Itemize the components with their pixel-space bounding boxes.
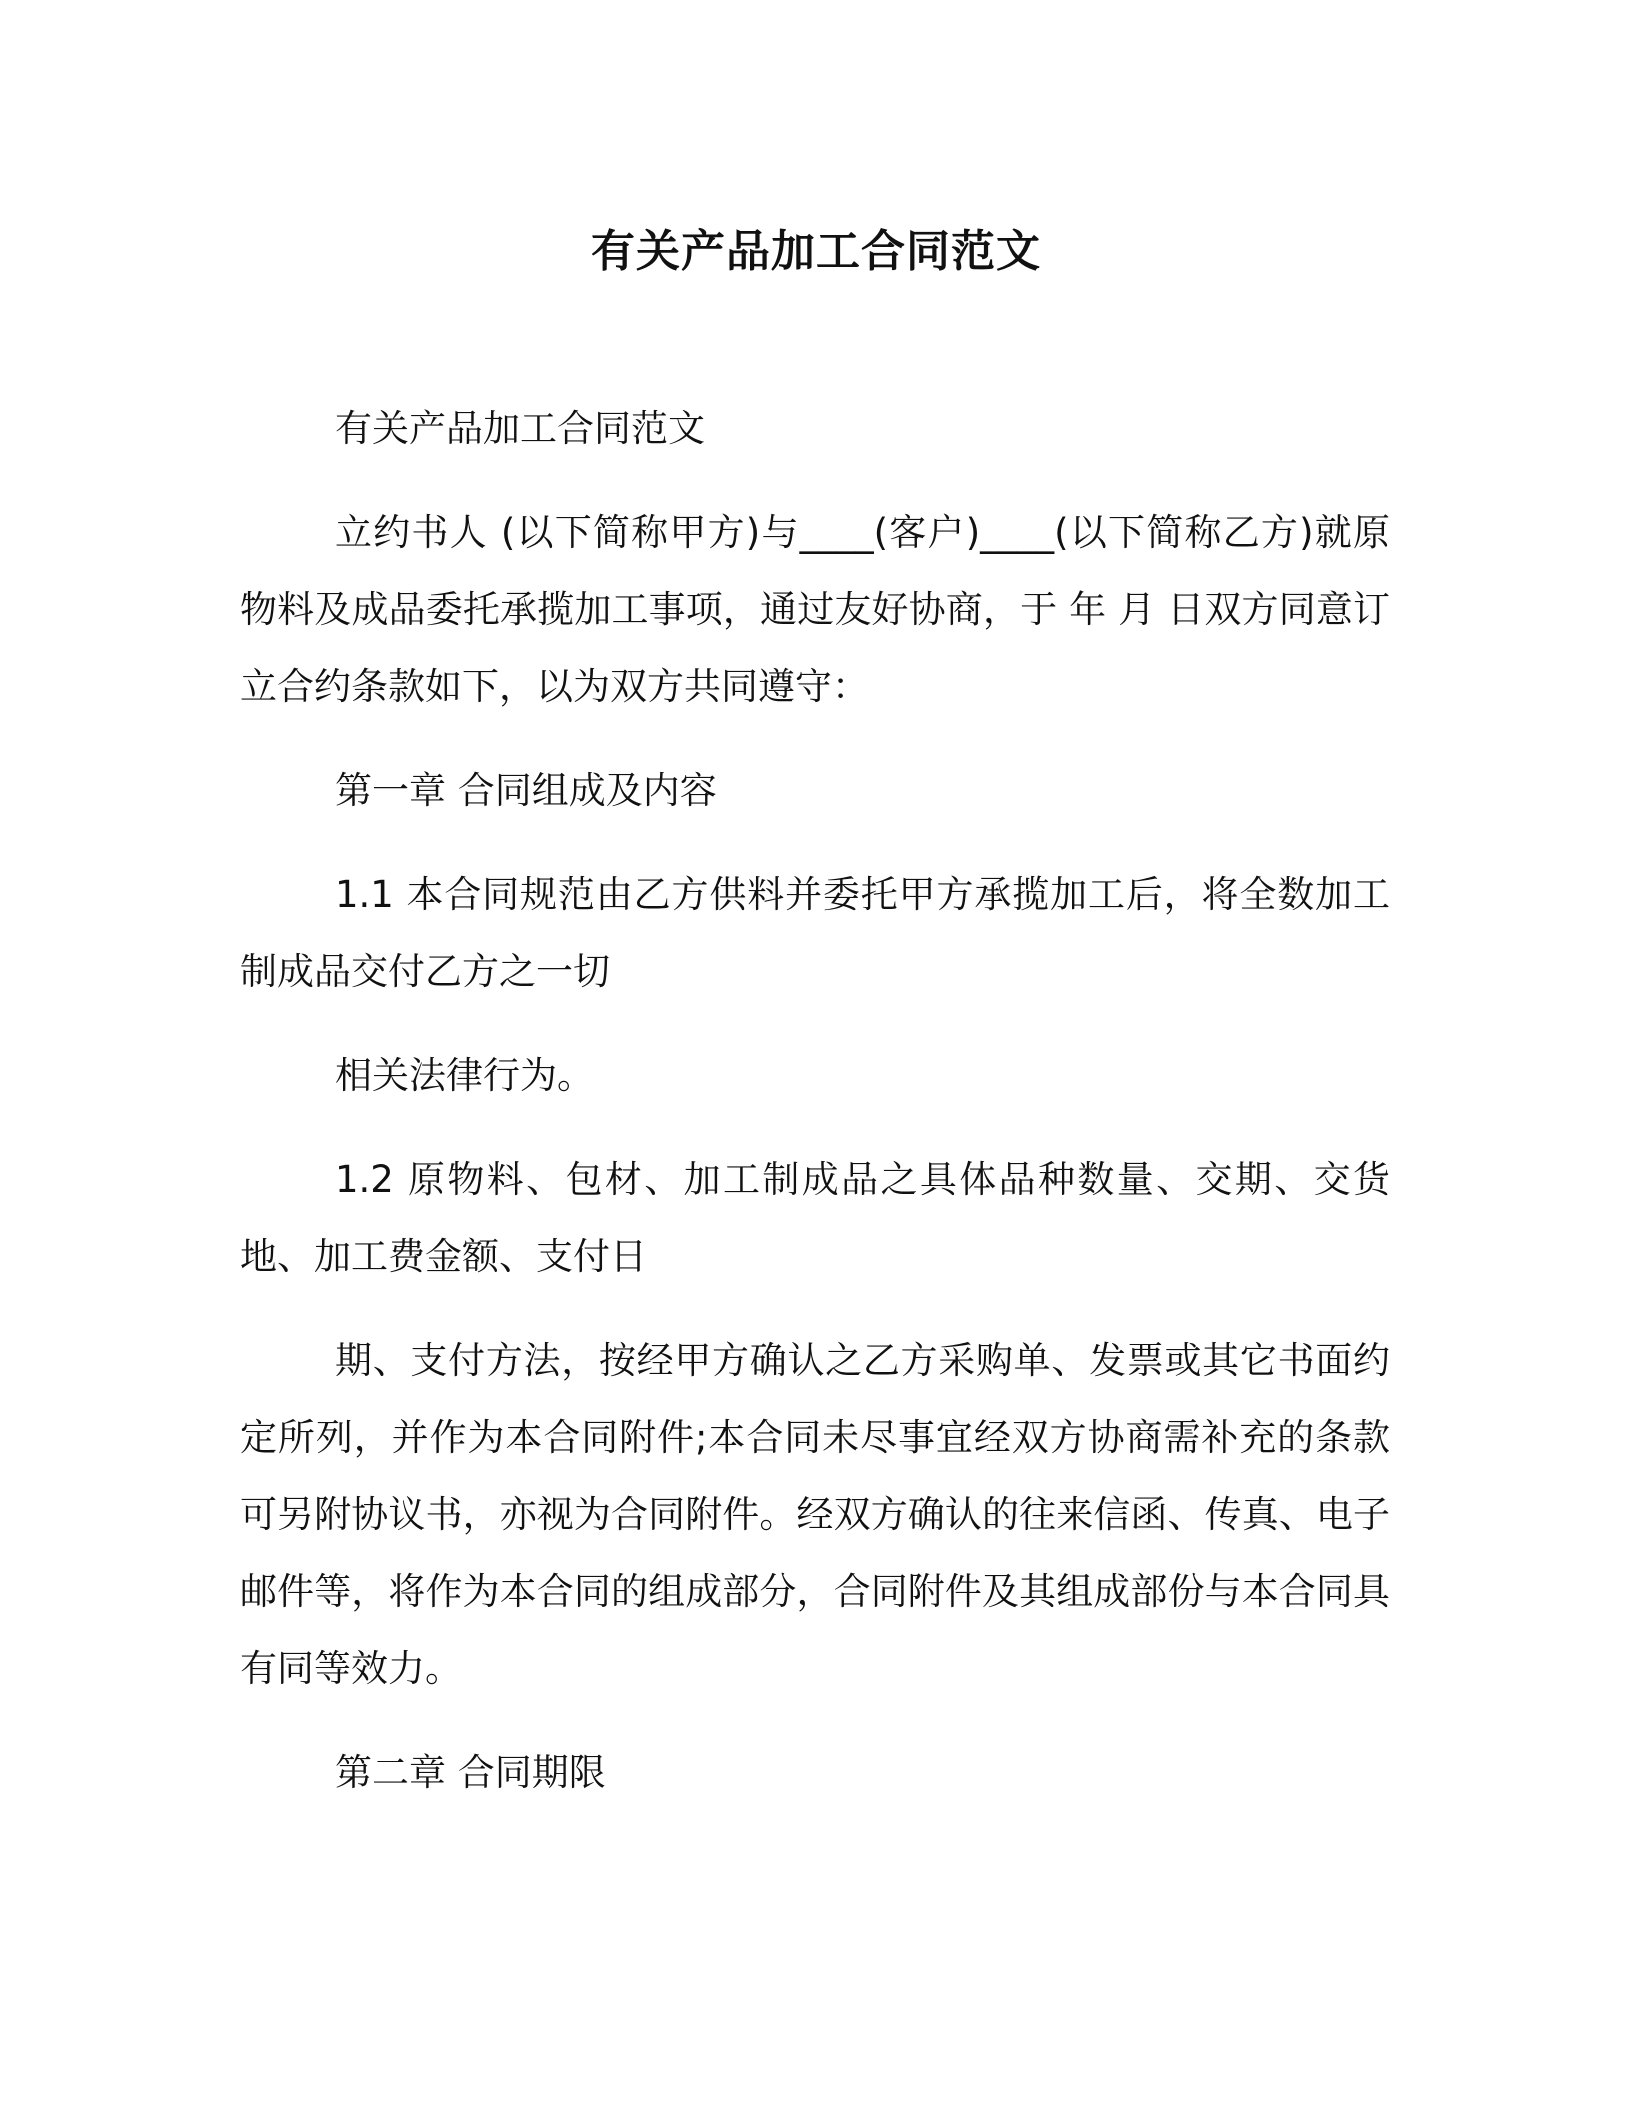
chapter-two-heading: 第二章 合同期限 <box>335 1751 606 1794</box>
subtitle-paragraph: 有关产品加工合同范文 <box>335 407 705 450</box>
chapter-one-heading: 第一章 合同组成及内容 <box>335 769 717 812</box>
clause-1-1-continuation: 相关法律行为。 <box>335 1054 594 1097</box>
document-title: 有关产品加工合同范文 <box>591 226 1041 277</box>
document-body <box>240 390 1390 1838</box>
preamble-paragraph: 立约书人 (以下简称甲方)与____(客户)____(以下简称乙方)就原物料及成品委托承揽加工事项，通过友好协商，于 年 月 日双方同意订立合约条款如下，以为双方共同遵守： <box>240 511 1390 708</box>
clause-1-2-continuation: 期、支付方法，按经甲方确认之乙方采购单、发票或其它书面约定所列，并作为本合同附件;本合同未尽事宜经双方协商需补充的条款可另附协议书，亦视为合同附件。经双方确认的往来信函、传真、电子邮件等，将作为本合同的组成部分，合同附件及其组成部份与本合同具有同等效力。 <box>240 1339 1390 1690</box>
clause-1-1-paragraph: 1.1 本合同规范由乙方供料并委托甲方承揽加工后，将全数加工制成品交付乙方之一切 <box>240 873 1390 993</box>
clause-1-2-paragraph: 1.2 原物料、包材、加工制成品之具体品种数量、交期、交货地、加工费金额、支付日 <box>240 1158 1390 1278</box>
